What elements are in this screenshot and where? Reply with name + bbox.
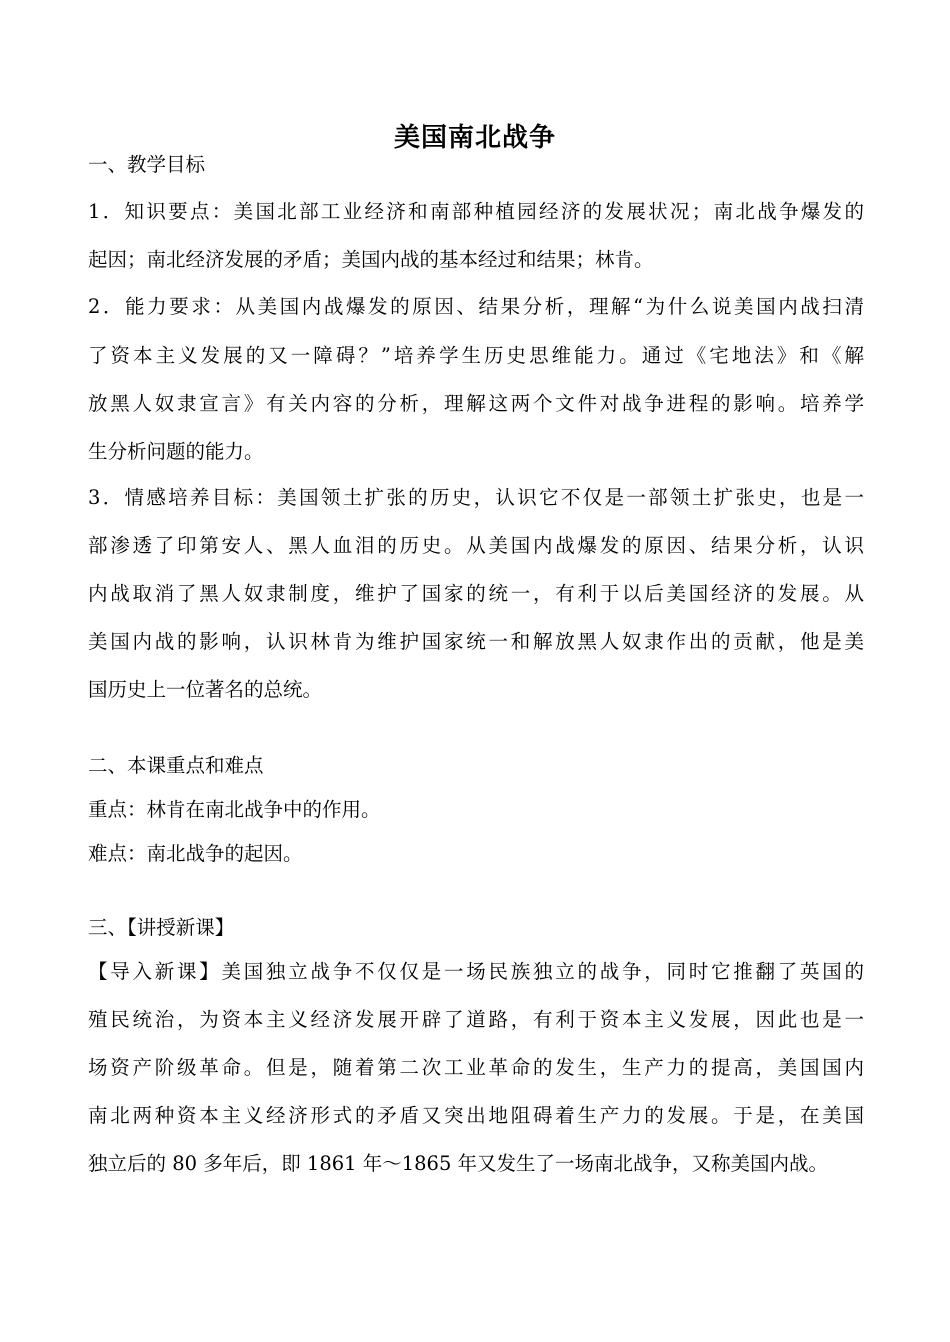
paragraph-line: 1．知识要点：美国北部工业经济和南部种植园经济的发展状况；南北战争爆发的 (88, 200, 864, 223)
paragraph-line: 生分析问题的能力。 (88, 440, 264, 463)
section-heading-new-lesson: 三、【讲授新课】 (88, 916, 235, 939)
paragraph-line: 放黑人奴隶宣言》有关内容的分析，理解这两个文件对战争进程的影响。培养学 (88, 392, 864, 415)
section-heading-key-points: 二、本课重点和难点 (88, 754, 264, 777)
paragraph-line: 南北两种资本主义经济形式的矛盾又突出地阻碍着生产力的发展。于是，在美国 (88, 1104, 864, 1127)
section-heading-teaching-goals: 一、教学目标 (88, 153, 206, 176)
paragraph-line: 3．情感培养目标：美国领土扩张的历史，认识它不仅是一部领土扩张史，也是一 (88, 486, 864, 509)
paragraph-line: 内战取消了黑人奴隶制度，维护了国家的统一，有利于以后美国经济的发展。从 (88, 582, 864, 605)
paragraph-line: 国历史上一位著名的总统。 (88, 678, 323, 701)
paragraph-line: 独立后的 80 多年后，即 1861 年～1865 年又发生了一场南北战争，又称美国内战。 (88, 1152, 829, 1175)
paragraph-line: 起因；南北经济发展的矛盾；美国内战的基本经过和结果；林肯。 (88, 248, 654, 271)
paragraph-line: 殖民统治，为资本主义经济发展开辟了道路，有利于资本主义发展，因此也是一 (88, 1008, 864, 1031)
paragraph-line: 部渗透了印第安人、黑人血泪的历史。从美国内战爆发的原因、结果分析，认识 (88, 534, 864, 557)
paragraph-line: 美国内战的影响，认识林肯为维护国家统一和解放黑人奴隶作出的贡献，他是美 (88, 630, 864, 653)
paragraph-line: 场资产阶级革命。但是，随着第二次工业革命的发生，生产力的提高，美国国内 (88, 1056, 864, 1079)
document-title: 美国南北战争 (393, 123, 556, 153)
paragraph-line: 【导入新课】美国独立战争不仅仅是一场民族独立的战争，同时它推翻了英国的 (88, 960, 864, 983)
paragraph-line: 2．能力要求：从美国内战爆发的原因、结果分析，理解“为什么说美国内战扫清 (88, 295, 864, 318)
paragraph-line: 了资本主义发展的又一障碍？”培养学生历史思维能力。通过《宅地法》和《解 (88, 344, 864, 367)
difficult-point-line: 难点：南北战争的起因。 (88, 842, 303, 865)
key-point-line: 重点：林肯在南北战争中的作用。 (88, 798, 381, 821)
